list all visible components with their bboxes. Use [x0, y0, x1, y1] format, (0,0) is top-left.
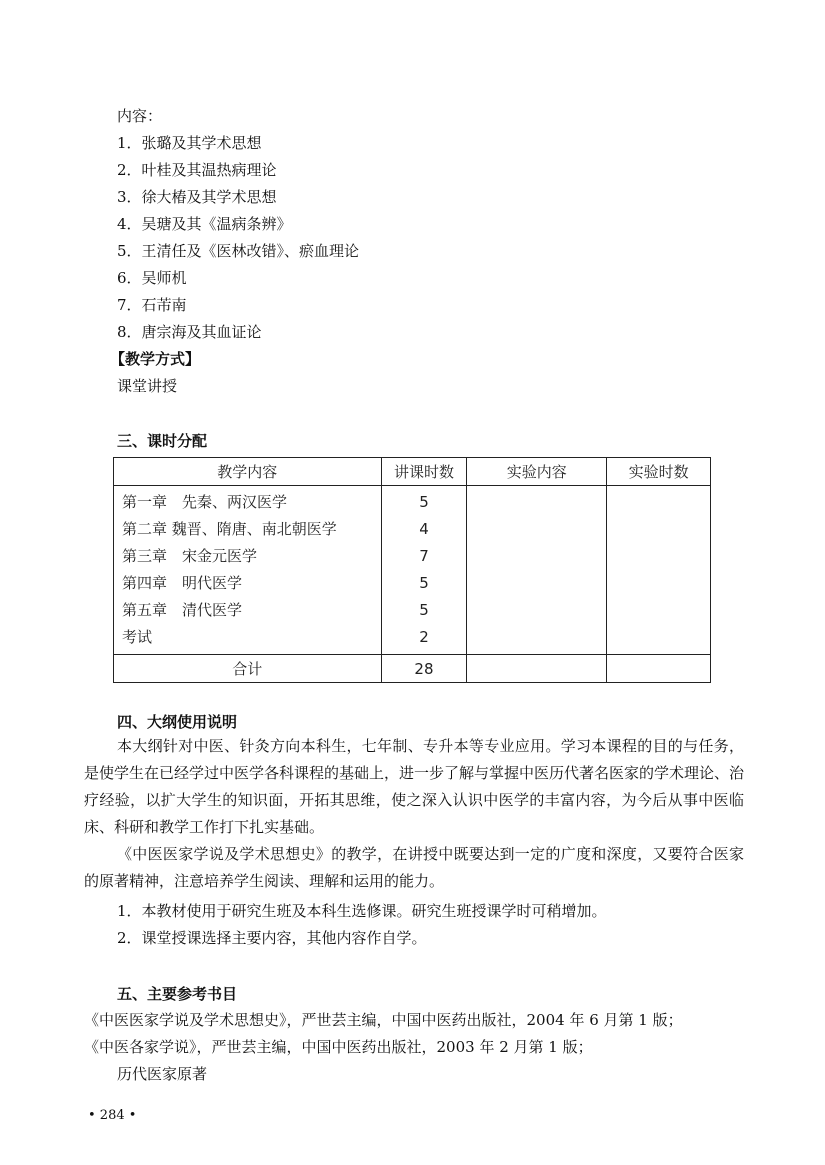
total-row: [114, 655, 711, 683]
teaching-method-heading: 【教学方式】: [110, 350, 201, 368]
section3-heading: 三、课时分配: [117, 432, 208, 450]
content-item-4: 4．吴瑭及其《温病条辨》: [117, 215, 292, 233]
content-item-3: 3．徐大椿及其学术思想: [117, 188, 277, 206]
column-header: 实验内容: [467, 458, 607, 486]
paragraph-text: 《中医医家学说及学术思想史》的教学，在讲授中既要达到一定的广度和深度，又要符合医家的原著精神，注意培养学生阅读、理解和运用的能力。: [84, 845, 744, 890]
total-hours: 28: [381, 655, 467, 683]
hours-cell: [381, 486, 467, 655]
experiment-content-cell: [467, 486, 607, 655]
teaching-method-text: 课堂讲授: [117, 377, 178, 395]
column-header: 讲课时数: [381, 458, 467, 486]
table-row: 第一章 先秦、两汉医学: [122, 493, 288, 511]
content-item-2: 2．叶桂及其温热病理论: [117, 161, 277, 179]
experiment-hours-cell: [607, 486, 711, 655]
table-row: 第三章 宋金元医学: [122, 547, 258, 565]
reference-2: 《中医各家学说》，严世芸主编，中国中医药出版社，2003 年 2 月第 1 版；: [84, 1038, 593, 1056]
table-body: [114, 486, 711, 655]
hours-value: 5: [419, 601, 429, 619]
hours-value: 2: [419, 628, 429, 646]
total-experiment-content: [467, 655, 607, 683]
table-row: 考试: [122, 628, 153, 646]
total-experiment-hours: [607, 655, 711, 683]
table-row: 第二章 魏晋、隋唐、南北朝医学: [122, 520, 337, 538]
column-header: 教学内容: [114, 458, 382, 486]
column-header: 实验时数: [607, 458, 711, 486]
content-cell: [114, 486, 382, 655]
section5-heading: 五、主要参考书目: [117, 985, 238, 1003]
page-number: • 284 •: [88, 1108, 137, 1123]
hours-value: 4: [419, 520, 429, 538]
content-item-6: 6．吴师机: [117, 269, 187, 287]
hours-table: [113, 457, 711, 683]
table-row: 第五章 清代医学: [122, 601, 243, 619]
content-item-7: 7．石芾南: [117, 296, 187, 314]
section4-paragraph-2: [84, 841, 744, 895]
table-row: 第四章 明代医学: [122, 574, 243, 592]
hours-value: 7: [419, 547, 429, 565]
hours-value: 5: [419, 493, 429, 511]
reference-1: 《中医医家学说及学术思想史》，严世芸主编，中国中医药出版社，2004 年 6 月第 1 版；: [84, 1011, 683, 1029]
table-header-row: [114, 458, 711, 486]
section4-heading: 四、大纲使用说明: [117, 713, 238, 731]
section4-item-1: 1．本教材使用于研究生班及本科生选修课。研究生班授课学时可稍增加。: [117, 902, 607, 920]
section4-paragraph-1: [84, 733, 744, 841]
content-item-5: 5．王清任及《医林改错》、瘀血理论: [117, 242, 360, 260]
hours-value: 5: [419, 574, 429, 592]
content-item-1: 1．张璐及其学术思想: [117, 134, 262, 152]
section4-item-2: 2．课堂授课选择主要内容，其他内容作自学。: [117, 929, 427, 947]
content-item-8: 8．唐宗海及其血证论: [117, 323, 262, 341]
reference-3: 历代医家原著: [117, 1065, 208, 1083]
total-label: 合计: [114, 655, 382, 683]
content-heading: 内容：: [117, 107, 163, 125]
paragraph-text: 本大纲针对中医、针灸方向本科生，七年制、专升本等专业应用。学习本课程的目的与任务，是使学生在已经学过中医学各科课程的基础上，进一步了解与掌握中医历代著名医家的学术理论、治疗经验，以扩大学生的知识面，开拓其思维，使之深入认识中医学的丰富内容，为今后从事中医临床、科研和教学工作打下扎实基础。: [84, 737, 745, 836]
